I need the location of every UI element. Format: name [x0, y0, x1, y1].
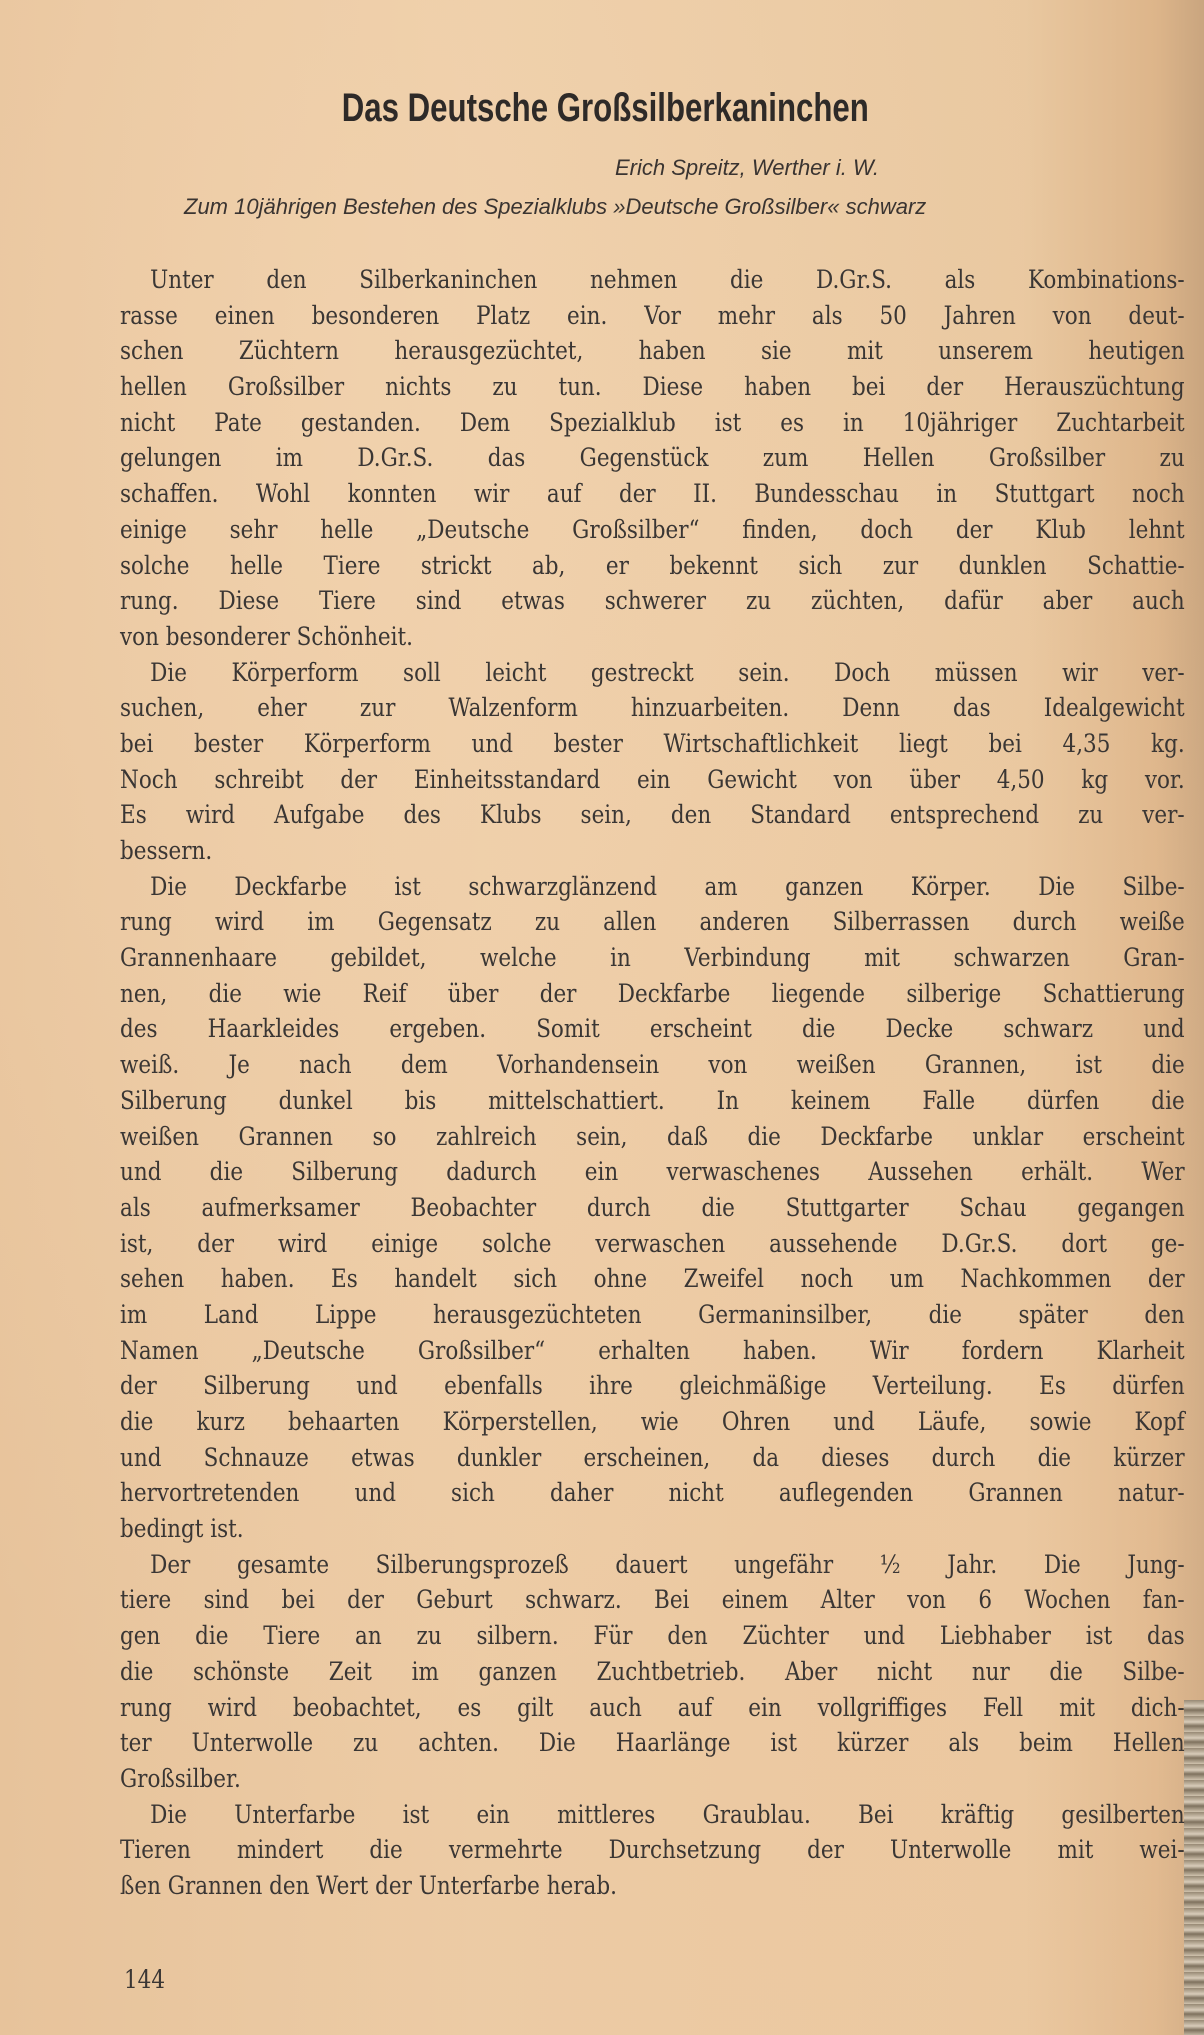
- text-line: Die Körperform soll leicht gestreckt sein. Doch müssen wir ver-: [150, 657, 1185, 687]
- text-line: Die Unterfarbe ist ein mittleres Graublau. Bei kräftig gesilberten: [150, 1799, 1185, 1829]
- text-line: solche helle Tiere strickt ab, er bekennt sich zur dunklen Schattie-: [120, 550, 1185, 580]
- page-edge-binding: [1184, 1700, 1204, 2035]
- text-line: Grannenhaare gebildet, welche in Verbindung mit schwarzen Gran-: [120, 943, 1185, 973]
- paragraph-silvering-process: [120, 1547, 1185, 1797]
- paragraph-coat-color: [120, 869, 1185, 1547]
- text-line: rung wird im Gegensatz zu allen anderen Silberrassen durch weiße: [120, 907, 1185, 937]
- text-line: weiß. Je nach dem Vorhandensein von weißen Grannen, ist die: [120, 1050, 1185, 1080]
- text-line: schen Züchtern herausgezüchtet, haben sie mit unserem heutigen: [120, 336, 1185, 366]
- text-line: Namen „Deutsche Großsilber“ erhalten haben. Wir fordern Klarheit: [120, 1335, 1185, 1365]
- text-line: Großsilber.: [120, 1763, 241, 1793]
- text-line: Tieren mindert die vermehrte Durchsetzung der Unterwolle mit wei-: [120, 1835, 1185, 1865]
- text-line: schaffen. Wohl konnten wir auf der II. Bundesschau in Stuttgart noch: [120, 479, 1185, 509]
- page-number: 144: [124, 1965, 166, 1994]
- text-line: rasse einen besonderen Platz ein. Vor mehr als 50 Jahren von deut-: [120, 300, 1185, 330]
- text-line: gelungen im D.Gr.S. das Gegenstück zum Hellen Großsilber zu: [120, 443, 1185, 473]
- text-line: ßen Grannen den Wert der Unterfarbe herab.: [120, 1870, 617, 1900]
- text-line: Es wird Aufgabe des Klubs sein, den Standard entsprechend zu ver-: [120, 800, 1185, 830]
- text-line: einige sehr helle „Deutsche Großsilber“ finden, doch der Klub lehnt: [120, 514, 1185, 544]
- text-line: suchen, eher zur Walzenform hinzuarbeiten. Denn das Idealgewicht: [120, 693, 1185, 723]
- text-line: Noch schreibt der Einheitsstandard ein Gewicht von über 4,50 kg vor.: [120, 764, 1185, 794]
- text-line: rung. Diese Tiere sind etwas schwerer zu züchten, dafür aber auch: [120, 586, 1185, 616]
- text-line: und Schnauze etwas dunkler erscheinen, da dieses durch die kürzer: [120, 1442, 1185, 1472]
- article-dedication: Zum 10jährigen Bestehen des Spezialklubs »Deutsche Großsilber« schwarz: [184, 194, 927, 219]
- paragraph-undercolor: [120, 1797, 1185, 1904]
- text-line: nen, die wie Reif über der Deckfarbe liegende silberige Schattierung: [120, 978, 1185, 1008]
- text-line: hellen Großsilber nichts zu tun. Diese haben bei der Herauszüchtung: [120, 372, 1185, 402]
- text-line: die kurz behaarten Körperstellen, wie Ohren und Läufe, sowie Kopf: [120, 1407, 1185, 1436]
- text-line: der Silberung und ebenfalls ihre gleichmäßige Verteilung. Es dürfen: [120, 1371, 1185, 1401]
- text-line: bei bester Körperform und bester Wirtschaftlichkeit liegt bei 4,35 kg.: [120, 728, 1185, 758]
- text-line: Silberung dunkel bis mittelschattiert. In keinem Falle dürfen die: [120, 1085, 1185, 1115]
- text-line: als aufmerksamer Beobachter durch die Stuttgarter Schau gegangen: [120, 1192, 1185, 1222]
- text-line: bedingt ist.: [120, 1514, 244, 1544]
- article-body: [120, 262, 1185, 1904]
- text-line: nicht Pate gestanden. Dem Spezialklub ist es in 10jähriger Zuchtarbeit: [120, 407, 1185, 437]
- text-line: Die Deckfarbe ist schwarzglänzend am ganzen Körper. Die Silbe-: [150, 871, 1185, 901]
- text-line: sehen haben. Es handelt sich ohne Zweifel noch um Nachkommen der: [120, 1264, 1185, 1294]
- paragraph-body-shape: [120, 655, 1185, 869]
- paragraph-breed-overview: [120, 262, 1185, 655]
- article-title: Das Deutsche Großsilberkaninchen: [341, 86, 869, 130]
- text-line: die schönste Zeit im ganzen Zuchtbetrieb. Aber nicht nur die Silbe-: [120, 1656, 1185, 1686]
- article-author: Erich Spreitz, Werther i. W.: [614, 155, 880, 180]
- text-line: ist, der wird einige solche verwaschen aussehende D.Gr.S. dort ge-: [120, 1228, 1185, 1258]
- text-line: im Land Lippe herausgezüchteten Germaninsilber, die später den: [120, 1299, 1185, 1329]
- text-line: und die Silberung dadurch ein verwaschenes Aussehen erhält. Wer: [120, 1157, 1185, 1187]
- text-line: ter Unterwolle zu achten. Die Haarlänge ist kürzer als beim Hellen: [120, 1728, 1185, 1758]
- text-line: bessern.: [120, 836, 213, 865]
- text-line: gen die Tiere an zu silbern. Für den Züchter und Liebhaber ist das: [120, 1621, 1185, 1651]
- text-line: tiere sind bei der Geburt schwarz. Bei einem Alter von 6 Wochen fan-: [120, 1585, 1185, 1615]
- text-line: Der gesamte Silberungsprozeß dauert ungefähr ½ Jahr. Die Jung-: [150, 1549, 1185, 1579]
- text-line: des Haarkleides ergeben. Somit erscheint die Decke schwarz und: [120, 1014, 1185, 1044]
- text-line: von besonderer Schönheit.: [120, 621, 414, 651]
- text-line: rung wird beobachtet, es gilt auch auf ein vollgriffiges Fell mit dich-: [120, 1692, 1185, 1722]
- text-line: weißen Grannen so zahlreich sein, daß die Deckfarbe unklar erscheint: [120, 1121, 1185, 1151]
- text-line: hervortretenden und sich daher nicht auflegenden Grannen natur-: [120, 1478, 1185, 1508]
- text-line: Unter den Silberkaninchen nehmen die D.Gr.S. als Kombinations-: [150, 265, 1185, 294]
